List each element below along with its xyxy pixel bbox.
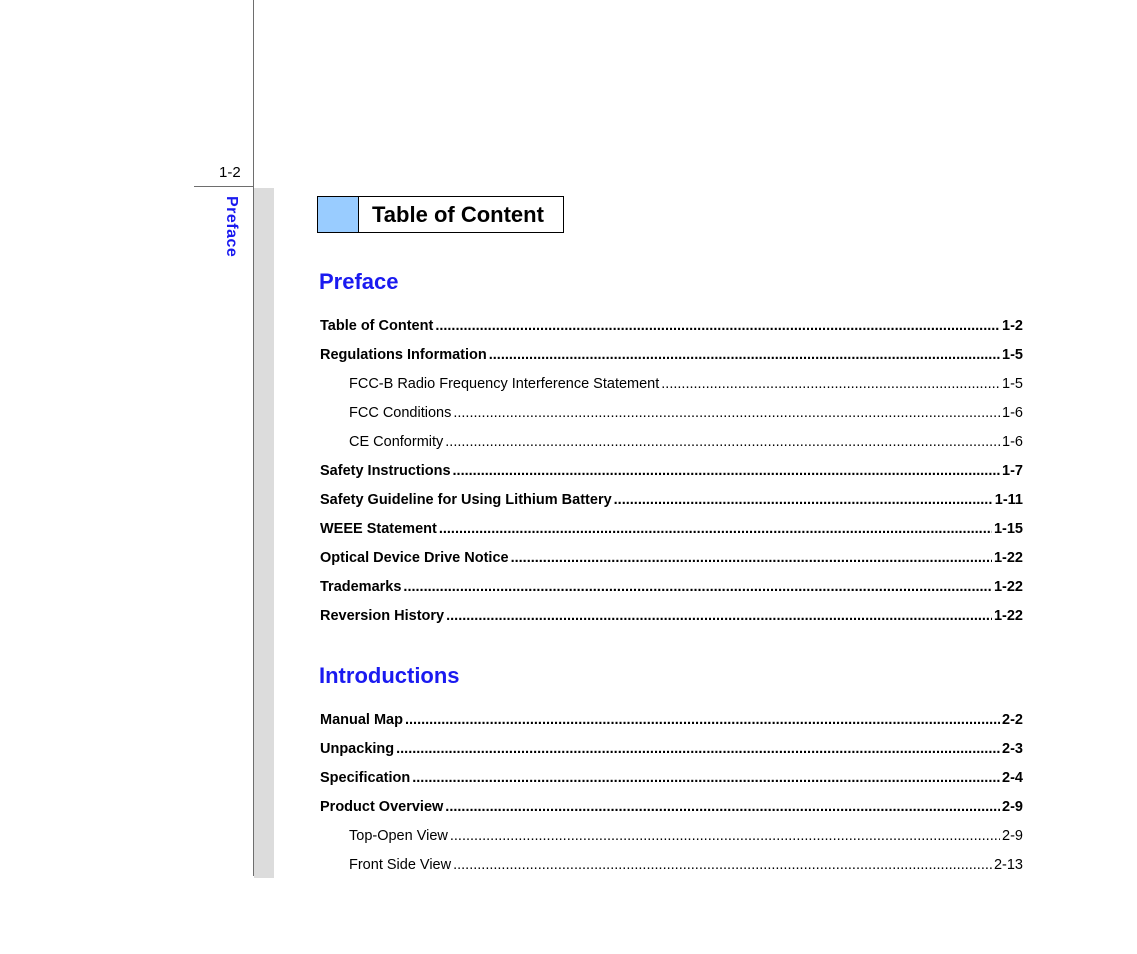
toc-entry-page: 2-4 — [1002, 770, 1023, 786]
toc-dot-leader — [453, 405, 1000, 421]
toc-entry[interactable] — [320, 844, 1023, 873]
toc-entry[interactable] — [320, 421, 1023, 450]
toc-dot-leader — [445, 434, 1000, 450]
toc-entry-page: 1-5 — [1002, 376, 1023, 392]
toc-entry[interactable] — [320, 450, 1023, 479]
toc-entry-page: 2-9 — [1002, 799, 1023, 815]
toc-entry-page: 1-5 — [1002, 347, 1023, 363]
toc-entry-page: 2-9 — [1002, 828, 1023, 844]
toc-entry-page: 2-13 — [993, 857, 1023, 873]
toc-entry-label: Safety Guideline for Using Lithium Battery — [320, 492, 612, 508]
toc-dot-leader — [614, 492, 993, 508]
title-color-swatch — [318, 197, 359, 232]
toc-dot-leader — [412, 770, 1000, 786]
toc-entry-label: Safety Instructions — [320, 463, 451, 479]
toc-entry[interactable] — [320, 786, 1023, 815]
section-heading-preface: Preface — [319, 269, 399, 294]
toc-entry-page: 1-22 — [993, 608, 1023, 624]
toc-entry-label: Trademarks — [320, 579, 402, 595]
toc-entry-page: 1-6 — [1002, 434, 1023, 450]
toc-entry-label: Reversion History — [320, 608, 445, 624]
toc-entry-label: CE Conformity — [349, 434, 444, 450]
toc-dot-leader — [511, 550, 992, 566]
page-title-box — [317, 196, 564, 233]
toc-dot-leader — [405, 712, 1000, 728]
toc-dot-leader — [435, 318, 1000, 334]
toc-entry-page: 2-3 — [1002, 741, 1023, 757]
toc-entry-label: FCC Conditions — [349, 405, 452, 421]
toc-entry[interactable] — [320, 537, 1023, 566]
toc-entry-label: Table of Content — [320, 318, 434, 334]
toc-entry-page: 1-2 — [1002, 318, 1023, 334]
toc-entry-label: Specification — [320, 770, 411, 786]
toc-entry-page: 2-2 — [1002, 712, 1023, 728]
toc-entry-page: 1-22 — [993, 579, 1023, 595]
toc-entry[interactable] — [320, 305, 1023, 334]
toc-entry-label: Optical Device Drive Notice — [320, 550, 509, 566]
toc-entry-label: Product Overview — [320, 799, 444, 815]
toc-list-preface — [320, 305, 1023, 624]
toc-dot-leader — [396, 741, 1000, 757]
toc-entry-page: 1-7 — [1002, 463, 1023, 479]
toc-entry-label: Manual Map — [320, 712, 403, 728]
toc-entry[interactable] — [320, 508, 1023, 537]
toc-entry-label: Top-Open View — [349, 828, 448, 844]
toc-entry[interactable] — [320, 815, 1023, 844]
toc-entry[interactable] — [320, 757, 1023, 786]
toc-dot-leader — [439, 521, 992, 537]
toc-entry-page: 1-6 — [1002, 405, 1023, 421]
toc-list-introductions — [320, 699, 1023, 873]
toc-entry[interactable] — [320, 595, 1023, 624]
toc-entry[interactable] — [320, 334, 1023, 363]
toc-entry-label: Unpacking — [320, 741, 395, 757]
toc-entry-page: 1-11 — [994, 492, 1023, 508]
toc-entry-label: FCC-B Radio Frequency Interference Statement — [349, 376, 660, 392]
toc-dot-leader — [453, 857, 992, 873]
toc-entry[interactable] — [320, 363, 1023, 392]
toc-dot-leader — [489, 347, 1000, 363]
toc-dot-leader — [446, 608, 992, 624]
toc-entry[interactable] — [320, 392, 1023, 421]
section-heading-introductions: Introductions — [319, 663, 460, 688]
toc-entry[interactable] — [320, 728, 1023, 757]
toc-dot-leader — [403, 579, 992, 595]
toc-entry-page: 1-22 — [993, 550, 1023, 566]
toc-entry[interactable] — [320, 566, 1023, 595]
page-number: 1-2 — [219, 164, 241, 181]
toc-entry-label: Front Side View — [349, 857, 452, 873]
page-number-rule — [194, 186, 254, 187]
toc-dot-leader — [661, 376, 1000, 392]
toc-dot-leader — [453, 463, 1001, 479]
page-title: Table of Content — [372, 202, 544, 227]
toc-dot-leader — [445, 799, 1000, 815]
toc-entry[interactable] — [320, 699, 1023, 728]
toc-entry[interactable] — [320, 479, 1023, 508]
toc-entry-page: 1-15 — [993, 521, 1023, 537]
toc-dot-leader — [450, 828, 1000, 844]
side-gray-bar — [254, 188, 274, 878]
chapter-side-label: Preface — [223, 196, 240, 258]
toc-entry-label: Regulations Information — [320, 347, 487, 363]
toc-entry-label: WEEE Statement — [320, 521, 437, 537]
